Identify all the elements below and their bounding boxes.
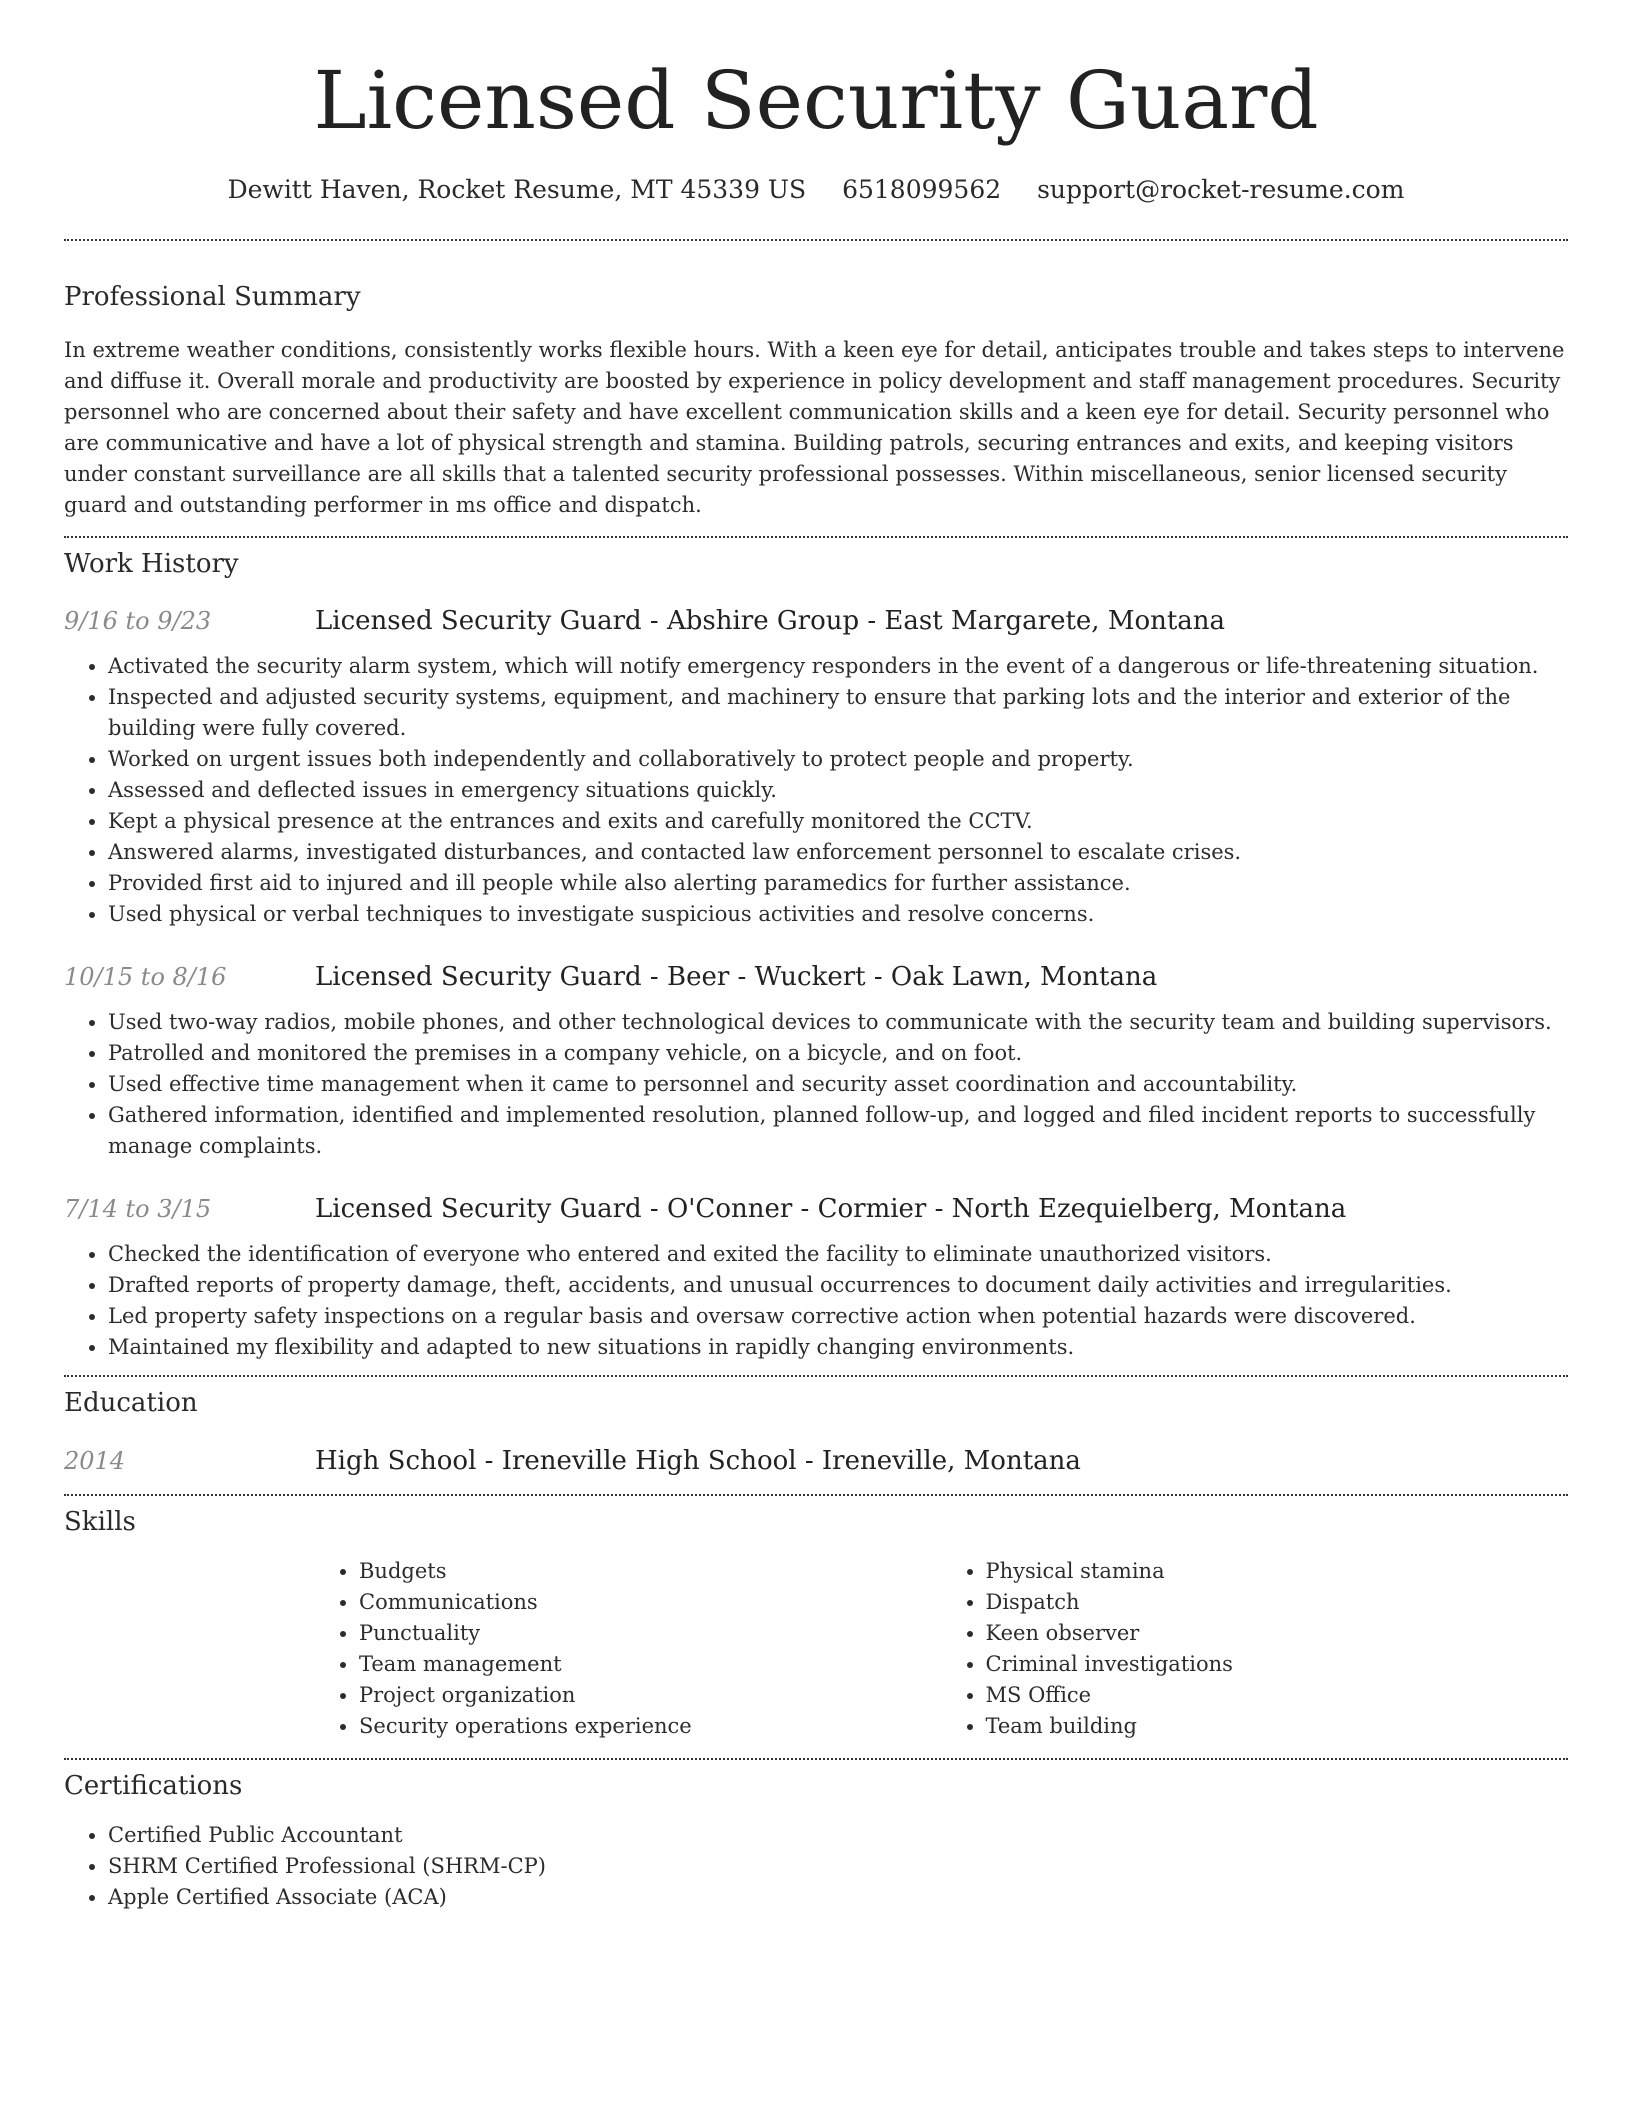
list-item: • Kept a physical presence at the entrances and exits and carefully monitored the CCTV. [108,806,1568,837]
job-bullets [64,1007,1568,1162]
skills-title: Skills [64,1507,136,1537]
job-dates: 10/15 to 8/16 [64,963,227,991]
contact-email: support@rocket-resume.com [1037,175,1405,204]
contact-phone: 6518099562 [842,175,1002,204]
job-bullets [64,1239,1568,1363]
contact-line [64,170,1568,210]
job-entry [64,1191,1568,1363]
resume-name: Licensed Security Guard [313,54,1319,147]
contact-address: Dewitt Haven, Rocket Resume, MT 45339 US [227,175,807,204]
summary-title: Professional Summary [64,282,361,312]
job-heading: Licensed Security Guard - Beer - Wuckert - Oak Lawn, Montana [315,962,1158,992]
job-dates: 7/14 to 3/15 [64,1195,212,1223]
list-item: • Led property safety inspections on a regular basis and oversaw corrective action when potential hazards were discovered. [108,1301,1568,1332]
list-item: • Assessed and deflected issues in emergency situations quickly. [108,775,1568,806]
skills-section [64,1496,1568,1758]
job-dates: 9/16 to 9/23 [64,607,212,635]
job-heading: Licensed Security Guard - O'Conner - Cormier - North Ezequielberg, Montana [315,1194,1347,1224]
list-item: • Patrolled and monitored the premises in a company vehicle, on a bicycle, and on foot. [108,1038,1568,1069]
list-item: • Activated the security alarm system, which will notify emergency responders in the event of a dangerous or life-threatening situation. [108,651,1568,682]
job-entry [64,603,1568,930]
list-item: • Checked the identification of everyone who entered and exited the facility to eliminate unauthorized visitors. [108,1239,1568,1270]
list-item: • MS Office [986,1680,1569,1711]
list-item: • Communications [359,1587,942,1618]
list-item: • Certified Public Accountant [108,1820,1568,1851]
list-item: • Keen observer [986,1618,1569,1649]
list-item: • SHRM Certified Professional (SHRM-CP) [108,1851,1568,1882]
certifications-section [64,1760,1568,1913]
list-item: • Apple Certified Associate (ACA) [108,1882,1568,1913]
certifications-list [64,1820,1568,1913]
list-item: • Security operations experience [359,1711,942,1742]
job-bullets [64,651,1568,930]
job-heading: Licensed Security Guard - Abshire Group - East Margarete, Montana [315,606,1226,636]
list-item: • Team management [359,1649,942,1680]
list-item: • Dispatch [986,1587,1569,1618]
list-item: • Used physical or verbal techniques to investigate suspicious activities and resolve concerns. [108,899,1568,930]
summary-section [64,241,1568,521]
list-item: • Criminal investigations [986,1649,1569,1680]
list-item: • Answered alarms, investigated disturbances, and contacted law enforcement personnel to escalate crises. [108,837,1568,868]
education-section [64,1377,1568,1494]
list-item: • Project organization [359,1680,942,1711]
education-year: 2014 [64,1447,126,1475]
list-item: • Worked on urgent issues both independently and collaboratively to protect people and property. [108,744,1568,775]
certifications-title: Certifications [64,1771,243,1801]
list-item: • Drafted reports of property damage, theft, accidents, and unusual occurrences to document daily activities and irregularities. [108,1270,1568,1301]
summary-text: In extreme weather conditions, consistently works flexible hours. With a keen eye for detail, anticipates trouble and takes steps to intervene and diffuse it. Overall morale and productivity are boosted by experience in policy development and staff management procedures. Security personnel who are concerned about their safety and have excellent communication skills and a keen eye for detail. Security personnel who are communicative and have a lot of physical strength and stamina. Building patrols, securing entrances and exits, and keeping visitors under constant surveillance are all skills that a talented security professional possesses. Within miscellaneous, senior licensed security guard and outstanding performer in ms office and dispatch. [64,338,1565,517]
job-entry [64,959,1568,1162]
list-item: • Provided first aid to injured and ill people while also alerting paramedics for further assistance. [108,868,1568,899]
work-history-section [64,538,1568,1363]
list-item: • Used effective time management when it came to personnel and security asset coordination and accountability. [108,1069,1568,1100]
list-item: • Physical stamina [986,1556,1569,1587]
skills-columns [315,1556,1568,1742]
skills-list-left [315,1556,942,1742]
skills-list-right [942,1556,1569,1742]
list-item: • Inspected and adjusted security systems, equipment, and machinery to ensure that parking lots and the interior and exterior of the building were fully covered. [108,682,1568,744]
list-item: • Budgets [359,1556,942,1587]
list-item: • Gathered information, identified and implemented resolution, planned follow-up, and logged and filed incident reports to successfully manage complaints. [108,1100,1568,1162]
list-item: • Maintained my flexibility and adapted to new situations in rapidly changing environments. [108,1332,1568,1363]
education-title: Education [64,1388,198,1418]
work-history-title: Work History [64,549,239,579]
education-heading: High School - Ireneville High School - Ireneville, Montana [315,1446,1081,1476]
list-item: • Punctuality [359,1618,942,1649]
list-item: • Used two-way radios, mobile phones, and other technological devices to communicate with the security team and building supervisors. [108,1007,1568,1038]
list-item: • Team building [986,1711,1569,1742]
